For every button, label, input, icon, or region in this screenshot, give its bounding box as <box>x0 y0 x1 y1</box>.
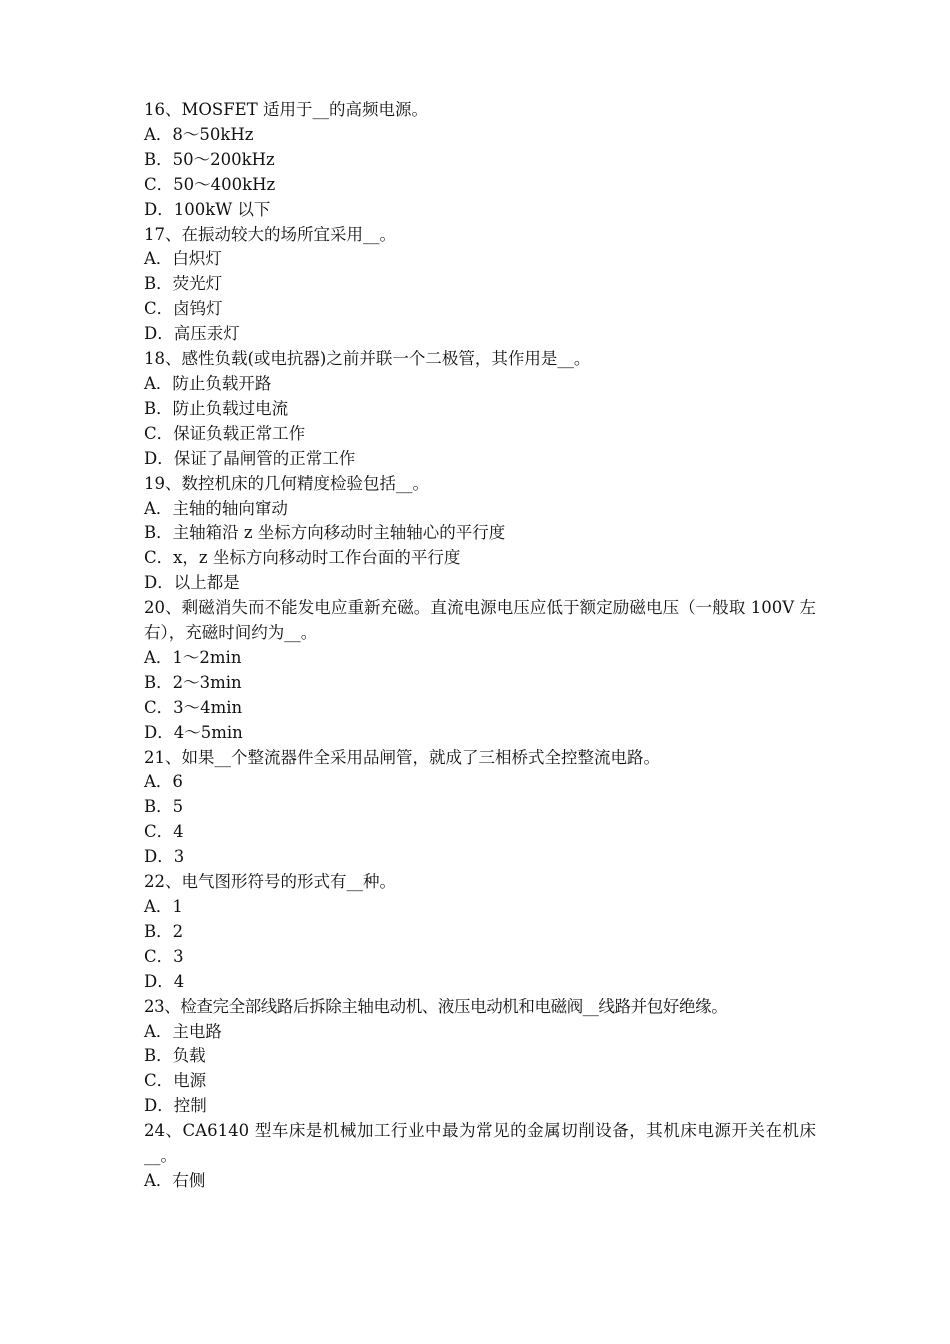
question-22 <box>144 870 816 995</box>
option-c: C．50～400kHz <box>144 174 276 194</box>
option-a: A．1～2min <box>144 647 242 667</box>
option-d: D．4 <box>144 971 185 991</box>
option-b: B．50～200kHz <box>144 149 275 169</box>
document-page <box>144 98 816 1194</box>
option-b: B．5 <box>144 797 184 817</box>
option-a: A．防止负载开路 <box>144 373 272 393</box>
option-b: B．2 <box>144 921 184 941</box>
question-stem: 20、剩磁消失而不能发电应重新充磁。直流电源电压应低于额定励磁电压（一般取 100V 左右），充磁时间约为__。 <box>144 598 816 643</box>
option-d: D．高压汞灯 <box>144 324 240 344</box>
question-23 <box>144 995 816 1120</box>
question-24 <box>144 1119 816 1194</box>
question-stem: 18、感性负载(或电抗器)之前并联一个二极管，其作用是__。 <box>144 349 591 369</box>
question-stem: 21、如果__个整流器件全采用品闸管，就成了三相桥式全控整流电路。 <box>144 747 660 767</box>
option-d: D．4～5min <box>144 722 243 742</box>
question-16 <box>144 98 816 223</box>
question-20 <box>144 596 816 745</box>
option-b: B．负载 <box>144 1046 206 1066</box>
option-c: C．卤钨灯 <box>144 299 223 319</box>
option-c: C．3～4min <box>144 697 243 717</box>
question-stem: 23、检查完全部线路后拆除主轴电动机、液压电动机和电磁阀__线路并包好绝缘。 <box>144 996 728 1016</box>
option-a: A．6 <box>144 772 183 792</box>
option-d: D．3 <box>144 847 185 867</box>
question-17 <box>144 223 816 348</box>
option-b: B．防止负载过电流 <box>144 398 289 418</box>
question-18 <box>144 347 816 472</box>
option-d: D．控制 <box>144 1096 207 1116</box>
option-c: C．3 <box>144 946 184 966</box>
option-b: B．2～3min <box>144 672 242 692</box>
option-a: A．主电路 <box>144 1021 222 1041</box>
question-21 <box>144 746 816 871</box>
option-d: D．保证了晶闸管的正常工作 <box>144 448 356 468</box>
option-a: A．白炽灯 <box>144 249 222 269</box>
question-stem: 24、CA6140 型车床是机械加工行业中最为常见的金属切削设备，其机床电源开关在机床__。 <box>144 1121 816 1166</box>
option-d: D．以上都是 <box>144 573 240 593</box>
option-c: C．x，z 坐标方向移动时工作台面的平行度 <box>144 548 461 568</box>
option-a: A．1 <box>144 897 183 916</box>
option-a: A．8～50kHz <box>144 124 254 144</box>
option-a: A．主轴的轴向窜动 <box>144 498 288 518</box>
question-19 <box>144 472 816 597</box>
option-c: C．4 <box>144 822 184 842</box>
option-c: C．保证负载正常工作 <box>144 423 306 443</box>
option-d: D．100kW 以下 <box>144 199 271 219</box>
question-stem: 22、电气图形符号的形式有__种。 <box>144 872 396 892</box>
option-b: B．主轴箱沿 z 坐标方向移动时主轴轴心的平行度 <box>144 523 506 543</box>
question-stem: 17、在振动较大的场所宜采用__。 <box>144 224 396 244</box>
option-a: A．右侧 <box>144 1170 206 1190</box>
option-c: C．电源 <box>144 1071 207 1091</box>
question-stem: 19、数控机床的几何精度检验包括__。 <box>144 473 429 493</box>
question-stem: 16、MOSFET 适用于__的高频电源。 <box>144 100 428 119</box>
option-b: B．荧光灯 <box>144 274 223 294</box>
